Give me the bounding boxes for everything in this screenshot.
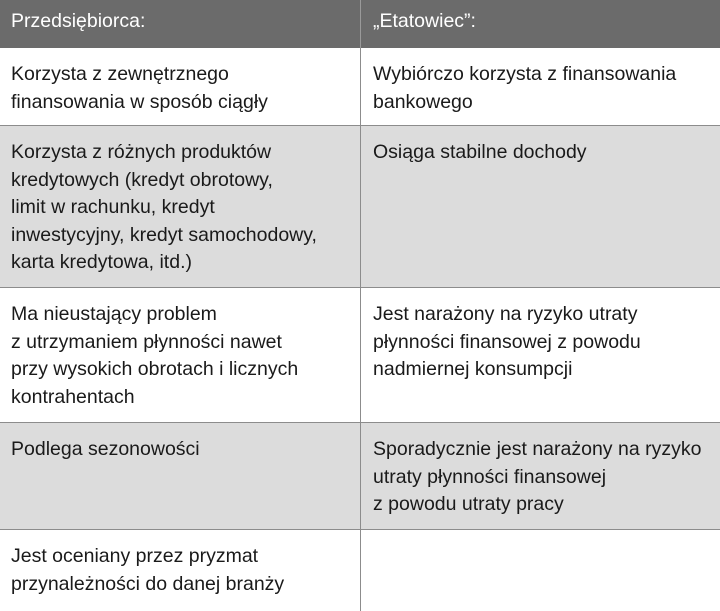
row-2-employee: Osiąga stabilne dochody	[360, 126, 720, 288]
row-4-entrepreneur: Podlega sezonowości	[0, 423, 360, 530]
row-1-entrepreneur: Korzysta z zewnętrznego finansowania w sposób ciągły	[0, 48, 360, 126]
row-2-entrepreneur: Korzysta z różnych produktów kredytowych (kredyt obrotowy, limit w rachunku, kredyt inwestycyjny, kredyt samochodowy, karta kredytowa, itd.)	[0, 126, 360, 288]
row-3-employee: Jest narażony na ryzyko utraty płynności finansowej z powodu nadmiernej konsumpcji	[360, 288, 720, 423]
row-1-employee: Wybiórczo korzysta z finansowania bankowego	[360, 48, 720, 126]
row-4-employee: Sporadycznie jest narażony na ryzyko utraty płynności finansowej z powodu utraty pracy	[360, 423, 720, 530]
header-employee: „Etatowiec”:	[360, 0, 720, 48]
row-3-entrepreneur: Ma nieustający problem z utrzymaniem płynności nawet przy wysokich obrotach i licznych kontrahentach	[0, 288, 360, 423]
header-entrepreneur: Przedsiębiorca:	[0, 0, 360, 48]
row-5-entrepreneur: Jest oceniany przez pryzmat przynależności do danej branży	[11, 545, 285, 595]
row-5-employee	[360, 530, 720, 611]
